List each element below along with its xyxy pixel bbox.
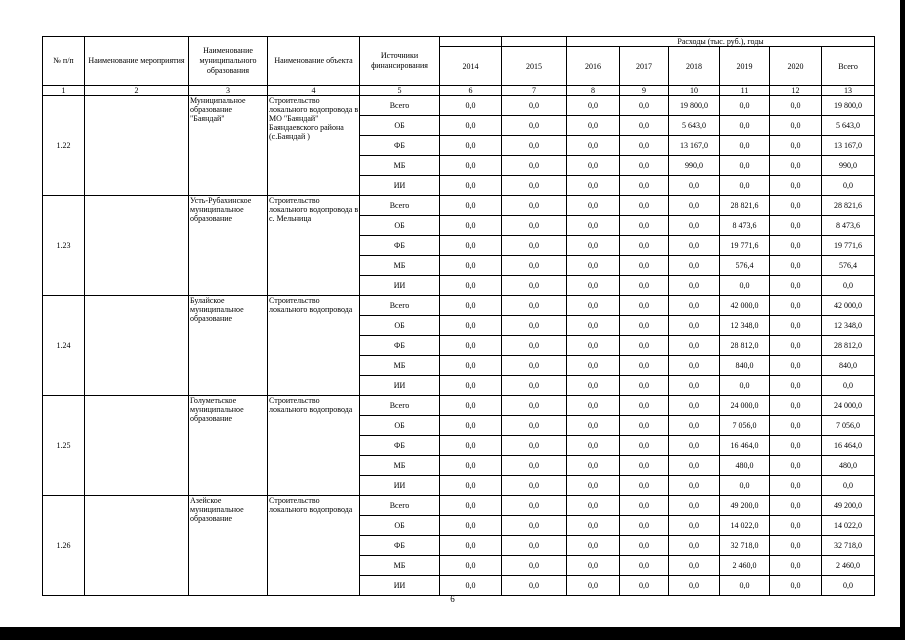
page-number: 6 xyxy=(450,594,455,604)
value-cell: 0,0 xyxy=(440,316,502,336)
value-cell: 2 460,0 xyxy=(720,556,770,576)
value-cell: 0,0 xyxy=(440,556,502,576)
value-cell: 0,0 xyxy=(440,476,502,496)
value-cell: 0,0 xyxy=(770,376,822,396)
value-cell: 0,0 xyxy=(502,96,567,116)
value-cell: 0,0 xyxy=(440,176,502,196)
value-cell: 0,0 xyxy=(770,116,822,136)
source-label: ФБ xyxy=(360,136,440,156)
value-cell: 0,0 xyxy=(620,436,669,456)
source-label: Всего xyxy=(360,396,440,416)
header-expenses: Расходы (тыс. руб.), годы xyxy=(567,37,875,47)
source-label: Всего xyxy=(360,296,440,316)
column-number: 7 xyxy=(502,86,567,96)
value-cell: 0,0 xyxy=(770,576,822,596)
value-cell: 0,0 xyxy=(620,556,669,576)
value-cell: 0,0 xyxy=(567,296,620,316)
header-year: 2019 xyxy=(720,47,770,86)
header-blank xyxy=(502,37,567,47)
item-object: Строительство локального водопровода xyxy=(268,496,360,596)
table-body xyxy=(43,37,875,596)
value-cell: 0,0 xyxy=(770,396,822,416)
value-cell: 0,0 xyxy=(770,536,822,556)
value-cell: 0,0 xyxy=(620,316,669,336)
column-number: 12 xyxy=(770,86,822,96)
header-num: № п/п xyxy=(43,37,85,86)
value-cell: 480,0 xyxy=(822,456,875,476)
value-cell: 2 460,0 xyxy=(822,556,875,576)
table-row xyxy=(43,296,875,316)
value-cell: 8 473,6 xyxy=(822,216,875,236)
value-cell: 5 643,0 xyxy=(822,116,875,136)
value-cell: 0,0 xyxy=(669,436,720,456)
value-cell: 0,0 xyxy=(567,156,620,176)
header-row-top xyxy=(43,37,875,47)
value-cell: 0,0 xyxy=(567,96,620,116)
value-cell: 0,0 xyxy=(620,536,669,556)
value-cell: 0,0 xyxy=(440,156,502,176)
value-cell: 0,0 xyxy=(502,256,567,276)
value-cell: 0,0 xyxy=(440,196,502,216)
value-cell: 0,0 xyxy=(440,276,502,296)
value-cell: 0,0 xyxy=(669,356,720,376)
value-cell: 0,0 xyxy=(620,156,669,176)
header-year: 2017 xyxy=(620,47,669,86)
financing-table xyxy=(42,36,875,596)
value-cell: 0,0 xyxy=(770,196,822,216)
item-number: 1.22 xyxy=(43,96,85,196)
value-cell: 0,0 xyxy=(770,156,822,176)
item-event xyxy=(85,96,189,196)
value-cell: 19 771,6 xyxy=(720,236,770,256)
value-cell: 0,0 xyxy=(669,556,720,576)
value-cell: 0,0 xyxy=(669,336,720,356)
source-label: ОБ xyxy=(360,216,440,236)
value-cell: 0,0 xyxy=(502,516,567,536)
value-cell: 0,0 xyxy=(567,236,620,256)
value-cell: 0,0 xyxy=(770,296,822,316)
column-number: 10 xyxy=(669,86,720,96)
value-cell: 0,0 xyxy=(770,556,822,576)
value-cell: 0,0 xyxy=(502,136,567,156)
item-municipality: Усть-Рубахинское муниципальное образование xyxy=(189,196,268,296)
value-cell: 0,0 xyxy=(620,576,669,596)
value-cell: 0,0 xyxy=(567,496,620,516)
value-cell: 28 812,0 xyxy=(720,336,770,356)
column-number: 9 xyxy=(620,86,669,96)
value-cell: 0,0 xyxy=(620,256,669,276)
item-number: 1.24 xyxy=(43,296,85,396)
source-label: ОБ xyxy=(360,416,440,436)
value-cell: 0,0 xyxy=(620,136,669,156)
header-year: 2020 xyxy=(770,47,822,86)
item-object: Строительство локального водопровода в МО "Баяндай" Баяндаевского района (с.Баяндай ) xyxy=(268,96,360,196)
value-cell: 0,0 xyxy=(502,156,567,176)
value-cell: 24 000,0 xyxy=(822,396,875,416)
item-municipality: Булайское муниципальное образование xyxy=(189,296,268,396)
value-cell: 5 643,0 xyxy=(669,116,720,136)
source-label: МБ xyxy=(360,156,440,176)
value-cell: 0,0 xyxy=(822,376,875,396)
value-cell: 0,0 xyxy=(669,516,720,536)
value-cell: 0,0 xyxy=(440,416,502,436)
value-cell: 0,0 xyxy=(620,376,669,396)
value-cell: 840,0 xyxy=(720,356,770,376)
value-cell: 42 000,0 xyxy=(720,296,770,316)
item-number: 1.25 xyxy=(43,396,85,496)
value-cell: 19 800,0 xyxy=(669,96,720,116)
source-label: МБ xyxy=(360,356,440,376)
value-cell: 0,0 xyxy=(567,176,620,196)
value-cell: 0,0 xyxy=(502,216,567,236)
value-cell: 576,4 xyxy=(822,256,875,276)
value-cell: 0,0 xyxy=(770,496,822,516)
value-cell: 0,0 xyxy=(567,256,620,276)
value-cell: 0,0 xyxy=(440,536,502,556)
value-cell: 0,0 xyxy=(502,116,567,136)
source-label: МБ xyxy=(360,256,440,276)
value-cell: 32 718,0 xyxy=(720,536,770,556)
source-label: ОБ xyxy=(360,516,440,536)
value-cell: 49 200,0 xyxy=(720,496,770,516)
value-cell: 32 718,0 xyxy=(822,536,875,556)
value-cell: 0,0 xyxy=(720,276,770,296)
value-cell: 0,0 xyxy=(502,316,567,336)
value-cell: 0,0 xyxy=(440,376,502,396)
value-cell: 0,0 xyxy=(440,256,502,276)
value-cell: 0,0 xyxy=(770,176,822,196)
value-cell: 0,0 xyxy=(440,496,502,516)
value-cell: 840,0 xyxy=(822,356,875,376)
value-cell: 0,0 xyxy=(620,196,669,216)
column-number: 13 xyxy=(822,86,875,96)
scan-edge-bottom xyxy=(0,627,905,640)
item-number: 1.23 xyxy=(43,196,85,296)
value-cell: 0,0 xyxy=(567,436,620,456)
value-cell: 0,0 xyxy=(440,136,502,156)
source-label: Всего xyxy=(360,96,440,116)
value-cell: 0,0 xyxy=(770,136,822,156)
column-number: 3 xyxy=(189,86,268,96)
value-cell: 13 167,0 xyxy=(822,136,875,156)
value-cell: 0,0 xyxy=(440,96,502,116)
value-cell: 0,0 xyxy=(502,296,567,316)
value-cell: 0,0 xyxy=(440,336,502,356)
source-label: ФБ xyxy=(360,436,440,456)
value-cell: 0,0 xyxy=(620,96,669,116)
value-cell: 0,0 xyxy=(620,496,669,516)
value-cell: 0,0 xyxy=(502,276,567,296)
header-municipality: Наименование муниципального образования xyxy=(189,37,268,86)
value-cell: 0,0 xyxy=(502,356,567,376)
value-cell: 0,0 xyxy=(669,176,720,196)
column-number: 8 xyxy=(567,86,620,96)
header-event: Наименование мероприятия xyxy=(85,37,189,86)
column-number: 1 xyxy=(43,86,85,96)
value-cell: 0,0 xyxy=(770,436,822,456)
value-cell: 0,0 xyxy=(620,296,669,316)
value-cell: 990,0 xyxy=(669,156,720,176)
value-cell: 0,0 xyxy=(669,276,720,296)
value-cell: 0,0 xyxy=(567,336,620,356)
value-cell: 0,0 xyxy=(822,476,875,496)
value-cell: 0,0 xyxy=(440,576,502,596)
source-label: Всего xyxy=(360,196,440,216)
value-cell: 0,0 xyxy=(567,216,620,236)
table-row xyxy=(43,396,875,416)
value-cell: 0,0 xyxy=(502,576,567,596)
value-cell: 16 464,0 xyxy=(720,436,770,456)
value-cell: 0,0 xyxy=(502,496,567,516)
value-cell: 0,0 xyxy=(770,236,822,256)
value-cell: 0,0 xyxy=(502,556,567,576)
source-label: ИИ xyxy=(360,176,440,196)
value-cell: 0,0 xyxy=(567,556,620,576)
item-municipality: Азейское муниципальное образование xyxy=(189,496,268,596)
value-cell: 42 000,0 xyxy=(822,296,875,316)
value-cell: 0,0 xyxy=(669,416,720,436)
value-cell: 0,0 xyxy=(620,416,669,436)
value-cell: 0,0 xyxy=(669,256,720,276)
value-cell: 0,0 xyxy=(567,476,620,496)
value-cell: 0,0 xyxy=(440,436,502,456)
item-event xyxy=(85,496,189,596)
value-cell: 0,0 xyxy=(620,276,669,296)
value-cell: 0,0 xyxy=(770,356,822,376)
source-label: ФБ xyxy=(360,536,440,556)
value-cell: 24 000,0 xyxy=(720,396,770,416)
value-cell: 0,0 xyxy=(669,456,720,476)
value-cell: 0,0 xyxy=(567,416,620,436)
source-label: МБ xyxy=(360,556,440,576)
value-cell: 576,4 xyxy=(720,256,770,276)
value-cell: 16 464,0 xyxy=(822,436,875,456)
value-cell: 0,0 xyxy=(669,316,720,336)
value-cell: 0,0 xyxy=(440,356,502,376)
value-cell: 14 022,0 xyxy=(822,516,875,536)
source-label: ИИ xyxy=(360,576,440,596)
value-cell: 0,0 xyxy=(502,336,567,356)
value-cell: 0,0 xyxy=(440,456,502,476)
column-number: 4 xyxy=(268,86,360,96)
value-cell: 0,0 xyxy=(770,516,822,536)
value-cell: 0,0 xyxy=(502,456,567,476)
header-object: Наименование объекта xyxy=(268,37,360,86)
item-event xyxy=(85,396,189,496)
value-cell: 0,0 xyxy=(620,396,669,416)
item-municipality: Голуметьское муниципальное образование xyxy=(189,396,268,496)
source-label: Всего xyxy=(360,496,440,516)
value-cell: 0,0 xyxy=(502,536,567,556)
value-cell: 0,0 xyxy=(567,356,620,376)
header-year: 2018 xyxy=(669,47,720,86)
value-cell: 0,0 xyxy=(620,456,669,476)
value-cell: 0,0 xyxy=(720,136,770,156)
item-object: Строительство локального водопровода xyxy=(268,396,360,496)
value-cell: 0,0 xyxy=(669,376,720,396)
value-cell: 0,0 xyxy=(567,276,620,296)
value-cell: 0,0 xyxy=(620,336,669,356)
value-cell: 28 821,6 xyxy=(822,196,875,216)
value-cell: 0,0 xyxy=(502,196,567,216)
value-cell: 0,0 xyxy=(620,236,669,256)
value-cell: 0,0 xyxy=(720,156,770,176)
column-number-row xyxy=(43,86,875,96)
value-cell: 0,0 xyxy=(770,336,822,356)
item-object: Строительство локального водопровода в с. Мельница xyxy=(268,196,360,296)
value-cell: 0,0 xyxy=(567,396,620,416)
value-cell: 0,0 xyxy=(502,416,567,436)
value-cell: 49 200,0 xyxy=(822,496,875,516)
value-cell: 28 812,0 xyxy=(822,336,875,356)
value-cell: 0,0 xyxy=(770,96,822,116)
value-cell: 0,0 xyxy=(502,436,567,456)
value-cell: 19 800,0 xyxy=(822,96,875,116)
table-row xyxy=(43,96,875,116)
value-cell: 0,0 xyxy=(669,576,720,596)
column-number: 5 xyxy=(360,86,440,96)
value-cell: 0,0 xyxy=(770,416,822,436)
value-cell: 0,0 xyxy=(567,376,620,396)
source-label: ОБ xyxy=(360,116,440,136)
value-cell: 0,0 xyxy=(502,476,567,496)
value-cell: 0,0 xyxy=(567,136,620,156)
value-cell: 0,0 xyxy=(567,196,620,216)
source-label: ИИ xyxy=(360,276,440,296)
item-municipality: Муниципальное образование "Баяндай" xyxy=(189,96,268,196)
value-cell: 0,0 xyxy=(440,216,502,236)
value-cell: 0,0 xyxy=(720,96,770,116)
value-cell: 0,0 xyxy=(440,236,502,256)
value-cell: 0,0 xyxy=(567,316,620,336)
header-sources: Источники финансирования xyxy=(360,37,440,86)
item-number: 1.26 xyxy=(43,496,85,596)
value-cell: 7 056,0 xyxy=(822,416,875,436)
scan-edge-right xyxy=(900,0,905,640)
table-row xyxy=(43,496,875,516)
value-cell: 0,0 xyxy=(720,116,770,136)
value-cell: 14 022,0 xyxy=(720,516,770,536)
value-cell: 480,0 xyxy=(720,456,770,476)
value-cell: 0,0 xyxy=(620,176,669,196)
value-cell: 0,0 xyxy=(669,236,720,256)
value-cell: 0,0 xyxy=(620,356,669,376)
value-cell: 0,0 xyxy=(720,376,770,396)
value-cell: 0,0 xyxy=(822,276,875,296)
value-cell: 0,0 xyxy=(567,116,620,136)
value-cell: 12 348,0 xyxy=(720,316,770,336)
value-cell: 0,0 xyxy=(822,576,875,596)
value-cell: 0,0 xyxy=(620,476,669,496)
value-cell: 28 821,6 xyxy=(720,196,770,216)
value-cell: 0,0 xyxy=(720,476,770,496)
value-cell: 0,0 xyxy=(669,476,720,496)
value-cell: 0,0 xyxy=(770,256,822,276)
source-label: ИИ xyxy=(360,476,440,496)
value-cell: 0,0 xyxy=(440,396,502,416)
value-cell: 0,0 xyxy=(669,536,720,556)
value-cell: 13 167,0 xyxy=(669,136,720,156)
value-cell: 0,0 xyxy=(770,276,822,296)
value-cell: 0,0 xyxy=(502,396,567,416)
source-label: ИИ xyxy=(360,376,440,396)
value-cell: 0,0 xyxy=(440,296,502,316)
value-cell: 0,0 xyxy=(440,516,502,536)
value-cell: 0,0 xyxy=(822,176,875,196)
value-cell: 19 771,6 xyxy=(822,236,875,256)
value-cell: 0,0 xyxy=(669,196,720,216)
value-cell: 0,0 xyxy=(770,316,822,336)
value-cell: 0,0 xyxy=(770,456,822,476)
value-cell: 0,0 xyxy=(669,296,720,316)
column-number: 2 xyxy=(85,86,189,96)
value-cell: 0,0 xyxy=(502,376,567,396)
value-cell: 0,0 xyxy=(567,536,620,556)
value-cell: 0,0 xyxy=(567,456,620,476)
value-cell: 0,0 xyxy=(669,216,720,236)
value-cell: 0,0 xyxy=(669,496,720,516)
source-label: ОБ xyxy=(360,316,440,336)
header-year: 2015 xyxy=(502,47,567,86)
value-cell: 0,0 xyxy=(720,576,770,596)
item-event xyxy=(85,296,189,396)
value-cell: 0,0 xyxy=(567,516,620,536)
header-blank xyxy=(440,37,502,47)
value-cell: 0,0 xyxy=(620,116,669,136)
value-cell: 0,0 xyxy=(440,116,502,136)
value-cell: 12 348,0 xyxy=(822,316,875,336)
header-year: Всего xyxy=(822,47,875,86)
value-cell: 0,0 xyxy=(502,176,567,196)
value-cell: 0,0 xyxy=(770,216,822,236)
value-cell: 0,0 xyxy=(620,216,669,236)
source-label: МБ xyxy=(360,456,440,476)
column-number: 11 xyxy=(720,86,770,96)
value-cell: 0,0 xyxy=(720,176,770,196)
source-label: ФБ xyxy=(360,236,440,256)
value-cell: 0,0 xyxy=(770,476,822,496)
source-label: ФБ xyxy=(360,336,440,356)
value-cell: 990,0 xyxy=(822,156,875,176)
value-cell: 0,0 xyxy=(502,236,567,256)
value-cell: 0,0 xyxy=(567,576,620,596)
value-cell: 0,0 xyxy=(620,516,669,536)
table-row xyxy=(43,196,875,216)
item-object: Строительство локального водопровода xyxy=(268,296,360,396)
value-cell: 7 056,0 xyxy=(720,416,770,436)
column-number: 6 xyxy=(440,86,502,96)
header-year: 2014 xyxy=(440,47,502,86)
value-cell: 8 473,6 xyxy=(720,216,770,236)
header-year: 2016 xyxy=(567,47,620,86)
value-cell: 0,0 xyxy=(669,396,720,416)
item-event xyxy=(85,196,189,296)
